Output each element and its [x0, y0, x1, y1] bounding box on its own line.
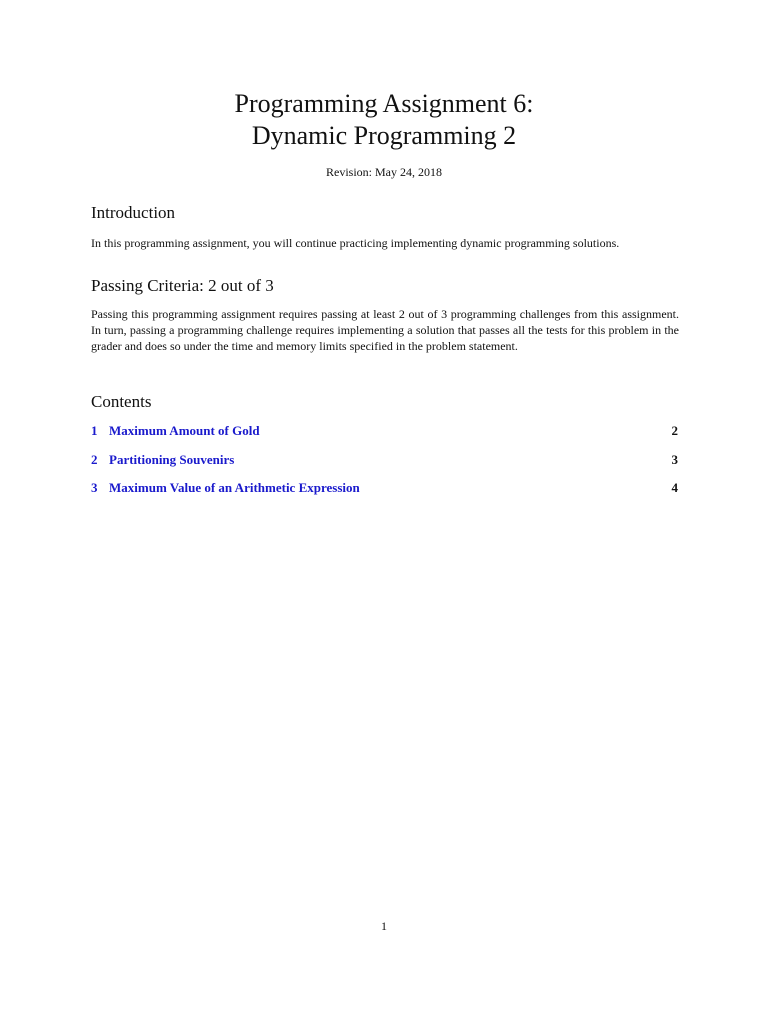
revision-date: Revision: May 24, 2018 — [326, 165, 442, 179]
toc-entry-page: 3 — [671, 451, 678, 467]
toc-entry-maximum-value-arithmetic-expression[interactable] — [91, 480, 678, 509]
toc-entry-number: 1 — [91, 423, 98, 438]
document-title — [0, 88, 768, 152]
title-line-1: Programming Assignment 6: — [234, 89, 534, 118]
toc-entry-number: 2 — [91, 451, 98, 467]
toc-entry-page: 2 — [671, 423, 678, 438]
introduction-text: In this programming assignment, you will continue practicing implementing dynamic programming solutions. — [91, 236, 620, 250]
page-number: 1 — [381, 919, 387, 933]
toc-entry-page: 4 — [671, 480, 678, 495]
passing-criteria-text: Passing this programming assignment requires passing at least 2 out of 3 programming challenges from this assignment. In turn, passing a programming challenge requires implementing a solution that passes all the tests for this problem in the grader and does so under the time and memory limits specified in the problem statement. — [91, 307, 679, 353]
title-line-2: Dynamic Programming 2 — [251, 121, 517, 150]
introduction-heading: Introduction — [91, 203, 176, 222]
toc-entry-partitioning-souvenirs[interactable] — [91, 452, 678, 481]
toc-entry-maximum-amount-of-gold[interactable] — [91, 423, 678, 452]
toc-entry-number: 3 — [91, 480, 98, 495]
table-of-contents — [91, 423, 678, 509]
toc-entry-link[interactable]: Maximum Amount of Gold — [109, 423, 260, 438]
passing-criteria-heading: Passing Criteria: 2 out of 3 — [91, 276, 274, 295]
toc-entry-link[interactable]: Maximum Value of an Arithmetic Expression — [109, 480, 360, 495]
contents-heading: Contents — [91, 392, 152, 411]
toc-entry-link[interactable]: Partitioning Souvenirs — [109, 451, 235, 467]
